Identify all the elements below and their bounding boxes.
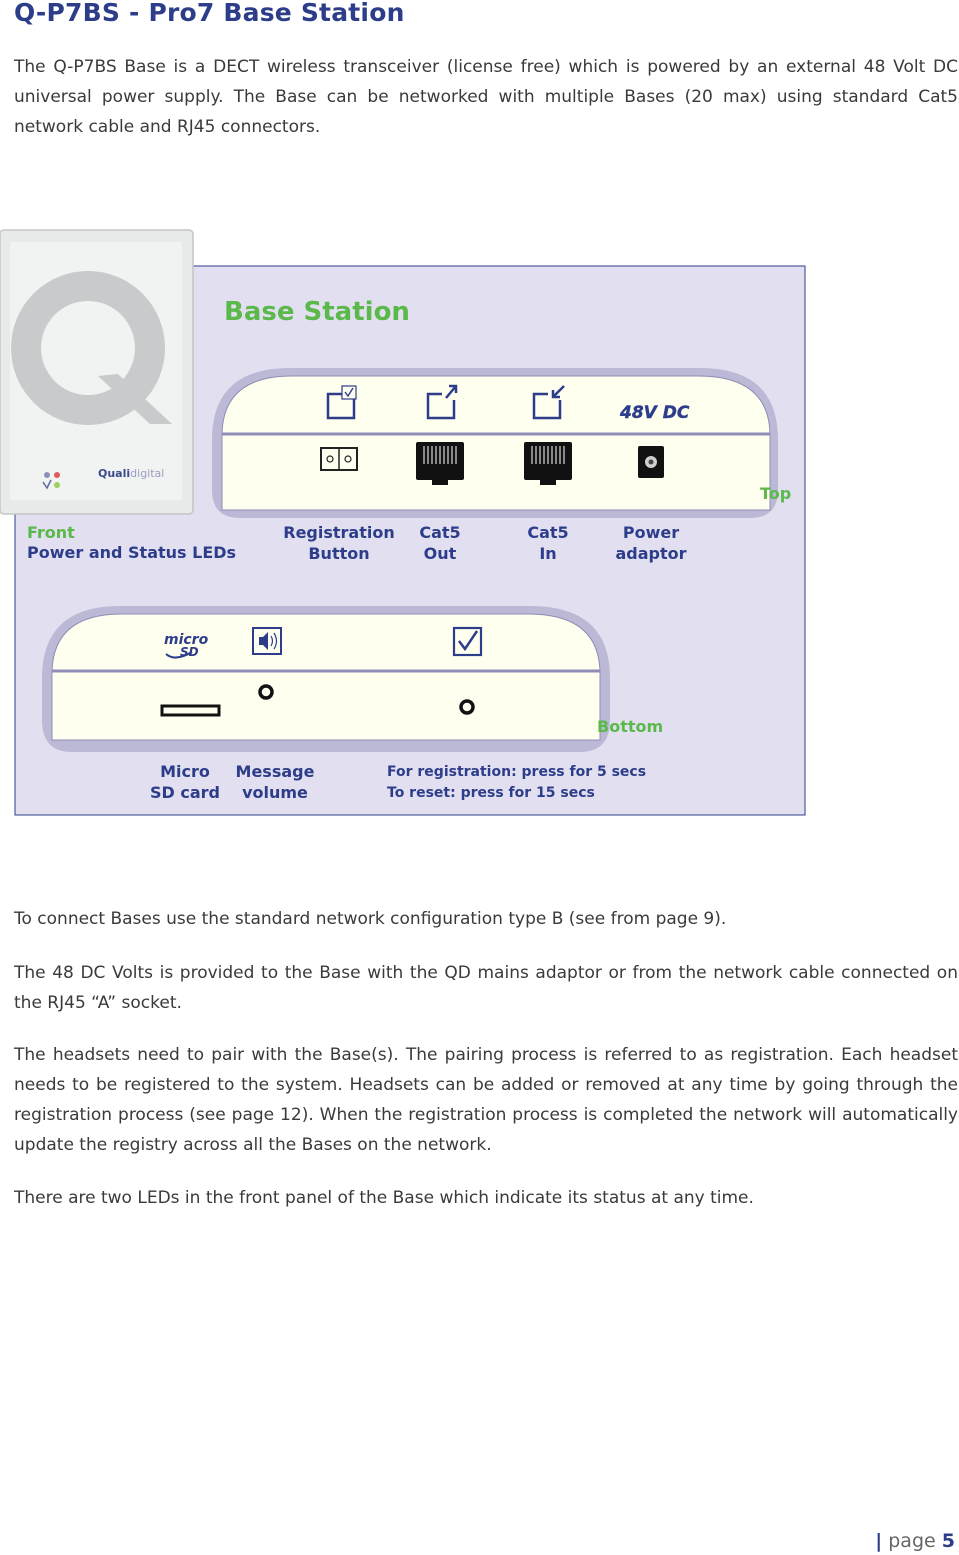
top-view <box>212 368 778 518</box>
intro-paragraph: The Q-P7BS Base is a DECT wireless transceiver (license free) which is powered by an external 48 Volt DC universal power supply. The Base can be networked with multiple Bases (20 max) using standard Cat5 network cable and RJ45 connectors. <box>14 57 958 137</box>
microsd-label-2: SD card <box>150 783 220 802</box>
power-adaptor-label-2: adaptor <box>615 544 687 563</box>
registration-reset-button <box>461 701 473 713</box>
svg-text:micro: micro <box>164 632 209 648</box>
registration-button <box>321 448 357 470</box>
body-paragraph-1: To connect Bases use the standard network configuration type B (see from page 9). <box>14 909 727 929</box>
svg-text:SD: SD <box>180 645 199 659</box>
footer-page-label: page <box>888 1530 936 1552</box>
message-volume-label-2: volume <box>242 783 308 802</box>
footer-page-number: 5 <box>941 1530 955 1552</box>
page-footer <box>875 1530 955 1552</box>
front-sublabel: Power and Status LEDs <box>27 543 237 562</box>
base-station-device-image <box>0 230 193 514</box>
power-jack <box>638 446 664 478</box>
microsd-label: Micro <box>160 762 210 781</box>
body-paragraph-2: The 48 DC Volts is provided to the Base with the QD mains adaptor or from the network cable connected on the RJ45 “A” socket. <box>14 963 958 1013</box>
bottom-label: Bottom <box>597 717 664 736</box>
front-label: Front <box>27 523 75 542</box>
cat5-out-label-2: Out <box>423 544 457 563</box>
power-adaptor-label: Power <box>622 523 680 542</box>
registration-note-line1: For registration: press for 5 secs <box>387 764 647 780</box>
diagram-heading: Base Station <box>224 297 410 327</box>
cat5-in-label-2: In <box>539 544 557 563</box>
footer-separator: | <box>875 1530 883 1552</box>
bottom-view <box>42 606 610 752</box>
page-title: Q-P7BS - Pro7 Base Station <box>14 0 405 27</box>
registration-note-line2: To reset: press for 15 secs <box>387 785 595 801</box>
base-station-diagram <box>0 228 810 820</box>
cat5-in-port <box>524 442 572 485</box>
body-paragraph-3: The headsets need to pair with the Base(s). The pairing process is referred to as registration. Each headset needs to be registered to the system. Headsets can be added or removed at any time by going through the registration process (see page 12). When the registration process is completed the network will automatically update the registry across all the Bases on the network. <box>14 1045 958 1155</box>
body-paragraph-4: There are two LEDs in the front panel of the Base which indicate its status at any time. <box>14 1188 754 1208</box>
registration-button-label: Registration <box>283 523 395 542</box>
registration-button-label-2: Button <box>308 544 370 563</box>
cat5-in-label: Cat5 <box>527 523 569 542</box>
microsd-slot <box>162 706 219 715</box>
top-label: Top <box>760 484 792 503</box>
message-volume-button <box>260 686 272 698</box>
voltage-label: 48V DC <box>620 403 690 423</box>
cat5-out-label: Cat5 <box>419 523 461 542</box>
svg-text:Qualidigital: Qualidigital <box>98 467 165 480</box>
cat5-out-port <box>416 442 464 485</box>
message-volume-label: Message <box>235 762 315 781</box>
